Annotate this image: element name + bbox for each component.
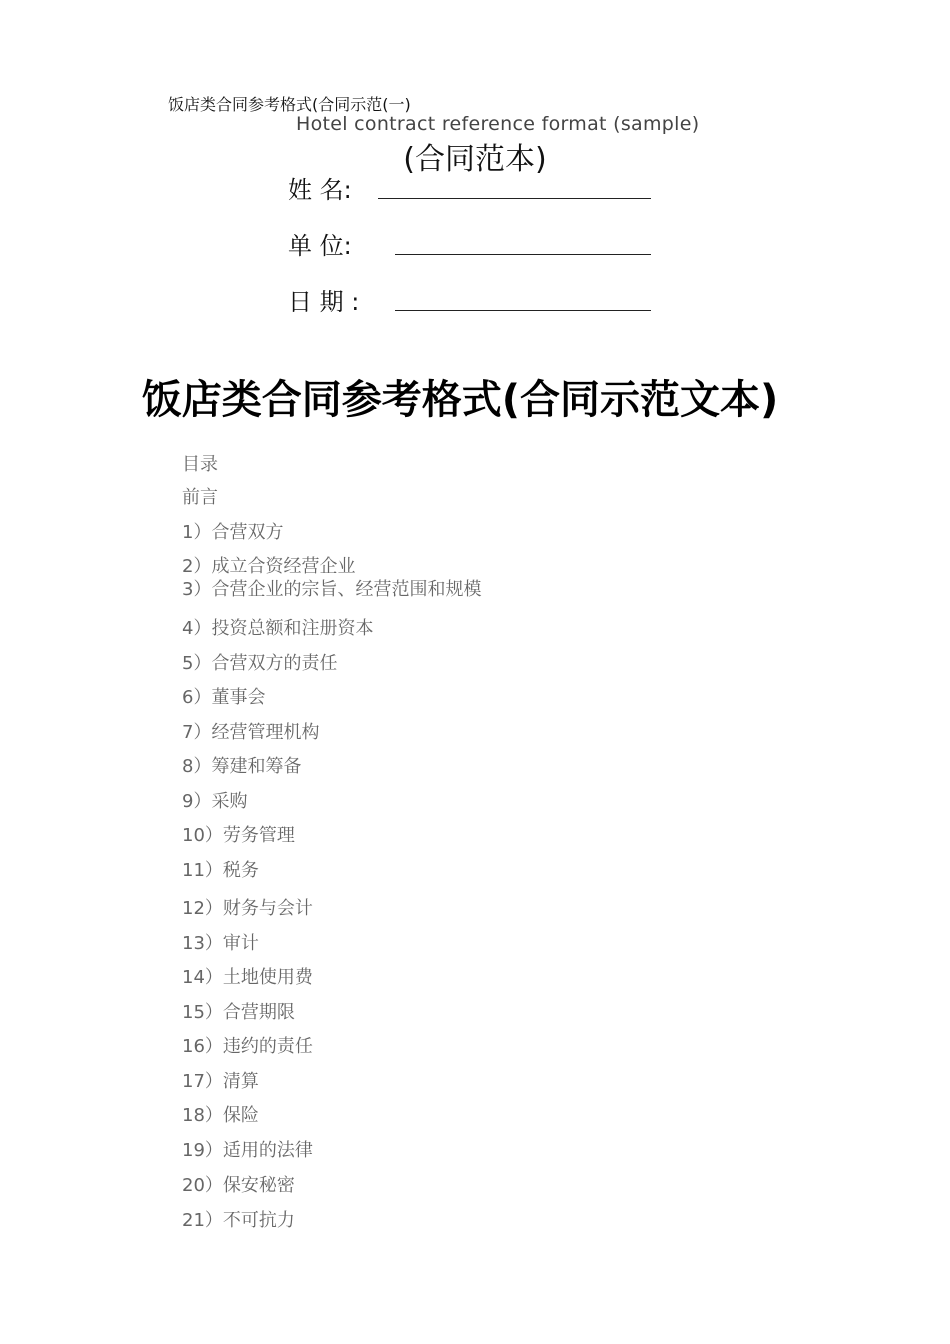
header-small-title: 饭店类合同参考格式(合同示范(一) (168, 95, 411, 114)
name-field-line (378, 198, 651, 199)
toc-item: 13）审计 (182, 933, 259, 954)
toc-item: 11）税务 (182, 860, 259, 881)
toc-preface: 前言 (182, 487, 218, 508)
toc-item: 7）经营管理机构 (182, 722, 320, 743)
name-field-label: 姓 名: (288, 176, 352, 204)
subtitle-english: Hotel contract reference format (sample) (296, 113, 700, 135)
toc-item: 19）适用的法律 (182, 1140, 313, 1161)
toc-item: 4）投资总额和注册资本 (182, 618, 374, 639)
toc-item: 14）土地使用费 (182, 967, 313, 988)
unit-field-label: 单 位: (288, 232, 352, 260)
subtitle-chinese: (合同范本) (403, 142, 547, 177)
toc-item: 15）合营期限 (182, 1002, 295, 1023)
toc-item: 21）不可抗力 (182, 1210, 295, 1231)
date-field-label: 日 期 : (288, 288, 360, 316)
toc-item: 1）合营双方 (182, 522, 284, 543)
date-field-line (395, 310, 651, 311)
toc-item: 20）保安秘密 (182, 1175, 295, 1196)
toc-item: 8）筹建和筹备 (182, 756, 302, 777)
unit-field-line (395, 254, 651, 255)
toc-item: 2）成立合资经营企业 (182, 556, 356, 577)
toc-item: 17）清算 (182, 1071, 259, 1092)
main-title: 饭店类合同参考格式(合同示范文本) (141, 377, 779, 423)
toc-item: 6）董事会 (182, 687, 266, 708)
toc-item: 16）违约的责任 (182, 1036, 313, 1057)
toc-item: 5）合营双方的责任 (182, 653, 338, 674)
toc-item: 12）财务与会计 (182, 898, 313, 919)
toc-heading: 目录 (182, 454, 218, 475)
toc-item: 10）劳务管理 (182, 825, 295, 846)
toc-item: 18）保险 (182, 1105, 259, 1126)
toc-item: 9）采购 (182, 791, 248, 812)
toc-item: 3）合营企业的宗旨、经营范围和规模 (182, 579, 482, 600)
